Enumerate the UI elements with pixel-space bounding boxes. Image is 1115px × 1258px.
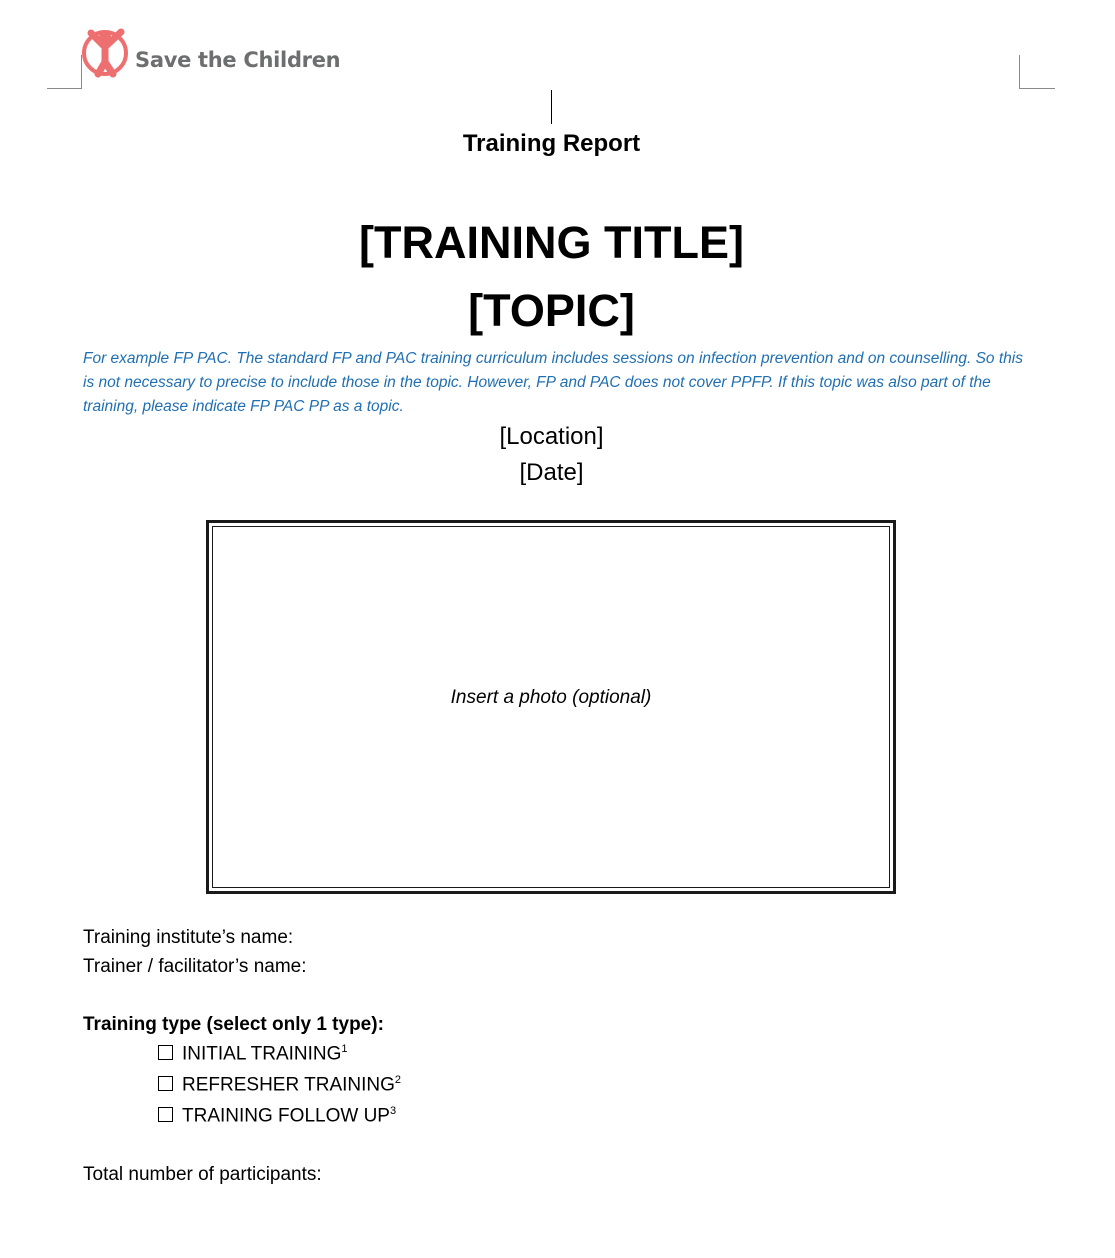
crop-mark-top-left-h [47,88,82,89]
date-placeholder[interactable]: [Date] [519,459,584,486]
photo-placeholder-label: Insert a photo (optional) [450,687,652,708]
institute-name-field[interactable]: Training institute’s name: [83,927,294,948]
logo [82,26,342,78]
checkbox[interactable] [158,1107,173,1122]
text-cursor [551,90,552,124]
crop-mark-top-right-v [1019,55,1020,89]
trainer-name-field[interactable]: Trainer / facilitator’s name: [83,956,307,977]
crop-mark-top-right-h [1019,88,1055,89]
checkbox[interactable] [158,1045,173,1060]
training-topic[interactable]: [TOPIC] [468,285,635,336]
location-placeholder[interactable]: [Location] [499,423,604,450]
training-type-heading: Training type (select only 1 type): [83,1014,384,1035]
footnote-ref: 3 [389,1105,397,1117]
document-heading: Training Report [462,130,641,157]
option-label: TRAINING FOLLOW UP [182,1105,390,1127]
option-refresher-training[interactable] [158,1074,401,1096]
checkbox[interactable] [158,1076,173,1091]
footnote-ref: 2 [394,1074,402,1086]
participants-count-field[interactable]: Total number of participants: [83,1164,322,1185]
option-initial-training[interactable] [158,1043,348,1065]
save-the-children-icon [82,26,134,78]
topic-instruction-note: For example FP PAC. The standard FP and PAC training curriculum includes sessions on infection prevention and on counselling. So this is not necessary to precise to include those in the topic. However, FP and PAC does not cover PPFP. If this topic was also part of the training, please indicate FP PAC PP as a topic. [83,350,1023,415]
option-training-follow-up[interactable] [158,1105,396,1127]
option-label: INITIAL TRAINING [182,1043,342,1065]
footnote-ref: 1 [341,1043,348,1055]
option-label: REFRESHER TRAINING [182,1074,395,1096]
training-title[interactable]: [TRAINING TITLE] [359,217,744,268]
photo-frame[interactable] [206,520,896,894]
logo-text: Save the Children [135,48,341,72]
